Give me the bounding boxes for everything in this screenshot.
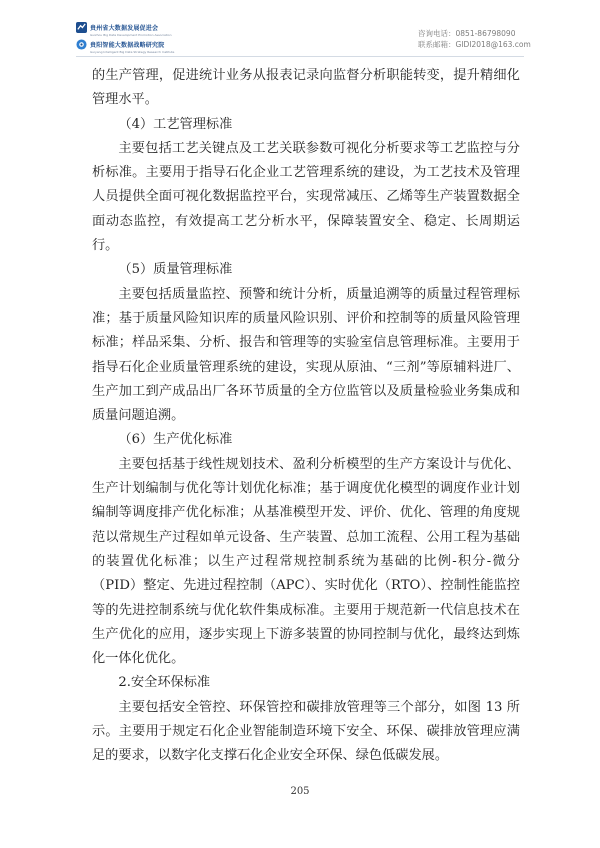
document-body bbox=[92, 64, 520, 769]
heading-safety-environment: 2.安全环保标准 bbox=[118, 675, 211, 691]
paragraph-quality-management: 主要包括质量监控、预警和统计分析，质量追溯等的质量过程管理标准；基于质量风险知识库的质量风险识别、评价和控制等的质量风险管理标准；样品采集、分析、报告和管理等的实验室信息管理标准。主要用于指导石化企业质量管理系统的建设，实现从原油、“三剂”等原辅料进厂、生产加工到产成品出厂各环节质量的全方位监管以及质量检验业务集成和质量问题追溯。 bbox=[92, 286, 520, 424]
paragraph-safety-environment: 主要包括安全管控、环保管控和碳排放管理等三个部分，如图 13 所示。主要用于规定石化企业智能制造环境下安全、环保、碳排放管理应满足的要求，以数字化支撑石化企业安全环保、绿色低碳发展。 bbox=[92, 699, 520, 764]
heading-production-optimization: （6）生产优化标准 bbox=[118, 432, 233, 448]
organization-logo bbox=[76, 20, 236, 54]
org-name-line2-en: Guiyang Intelligent Big Data Strategy Research Institute bbox=[90, 50, 175, 54]
contact-email: 联系邮箱：GIDI2018@163.com bbox=[418, 40, 531, 49]
page-header bbox=[0, 0, 600, 62]
heading-quality-management: （5）质量管理标准 bbox=[118, 262, 233, 278]
association-logo-icon bbox=[76, 22, 87, 33]
institute-logo-icon bbox=[76, 39, 87, 50]
org-name-line1-en: Guizhou Big Data Development Promotion Association bbox=[90, 33, 172, 37]
paragraph-process-management: 主要包括工艺关键点及工艺关联参数可视化分析要求等工艺监控与分析标准。主要用于指导石化企业工艺管理系统的建设，为工艺技术及管理人员提供全面可视化数据监控平台，实现常减压、乙烯等生产装置数据全面动态监控，有效提高工艺分析水平，保障装置安全、稳定、长周期运行。 bbox=[92, 140, 520, 254]
heading-process-management: （4）工艺管理标准 bbox=[118, 116, 233, 132]
contact-phone: 咨询电话：0851-86798090 bbox=[418, 29, 516, 38]
paragraph-production-optimization: 主要包括基于线性规划技术、盈利分析模型的生产方案设计与优化、生产计划编制与优化等计划优化标准；基于调度优化模型的调度作业计划编制等调度排产优化标准；从基准模型开发、评价、优化、管理的角度规范以常规生产过程如单元设备、生产装置、总加工流程、公用工程为基础的装置优化标准；以生产过程常规控制系统为基础的比例-积分-微分（PID）整定、先进过程控制（APC）、实时优化（RTO）、控制性能监控等的先进控制系统与优化软件集成标准。主要用于规范新一代信息技术在生产优化的应用，逐步实现上下游多装置的协同控制与优化，最终达到炼化一体化优化。 bbox=[92, 456, 520, 667]
org-name-line1: 贵州省大数据发展促进会 bbox=[90, 24, 159, 32]
header-divider bbox=[76, 56, 524, 57]
page-number: 205 bbox=[290, 786, 310, 797]
contact-info bbox=[418, 28, 531, 50]
paragraph-continuation: 的生产管理，促进统计业务从报表记录向监督分析职能转变，提升精细化管理水平。 bbox=[92, 68, 520, 108]
org-name-line2: 贵阳智能大数据战略研究院 bbox=[90, 41, 165, 49]
